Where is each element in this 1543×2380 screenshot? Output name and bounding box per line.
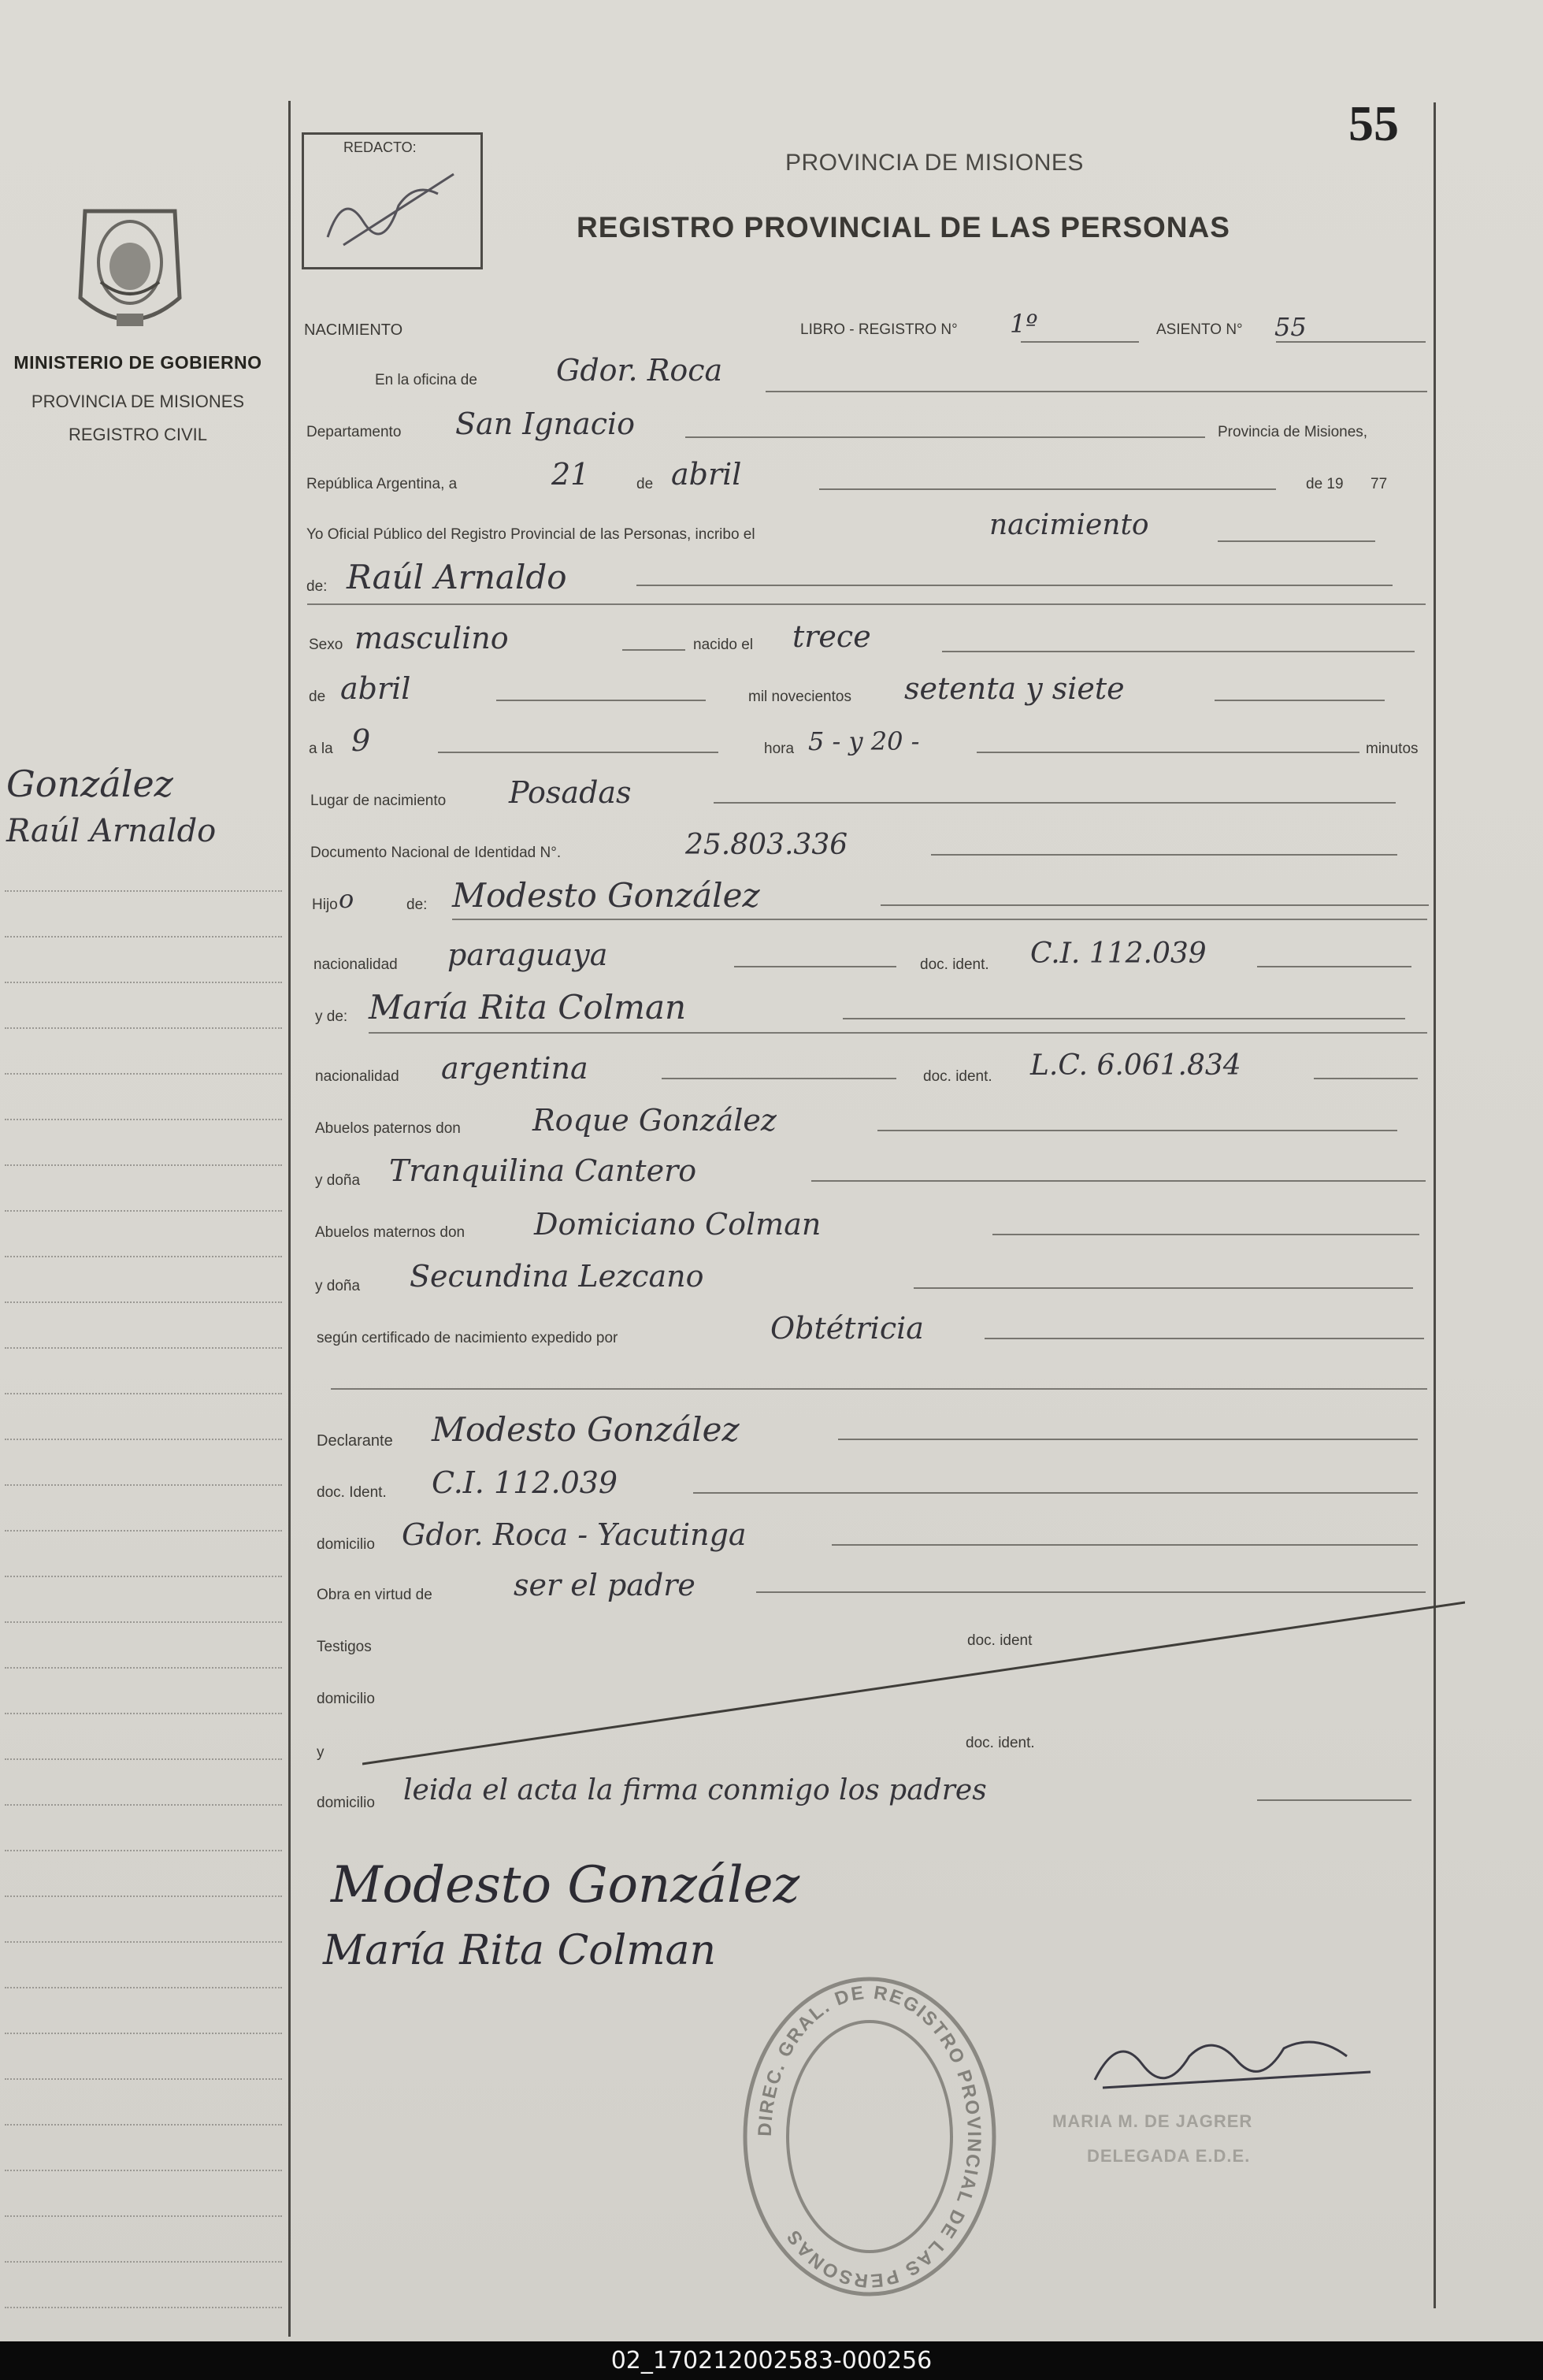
mil-value: setenta y siete	[904, 671, 1125, 706]
docdecl-label: doc. Ident.	[317, 1484, 387, 1501]
left-province-label: PROVINCIA DE MISIONES	[31, 392, 245, 411]
doc2-label: doc. ident.	[923, 1068, 992, 1085]
margin-rule	[5, 1576, 282, 1577]
de2-label: de:	[306, 578, 328, 595]
month-value: abril	[671, 457, 742, 492]
hora-num-fill	[438, 752, 718, 753]
civil-registry-label: REGISTRO CIVIL	[68, 425, 208, 444]
registry-stamp	[736, 1971, 1003, 2302]
margin-rule	[5, 1119, 282, 1120]
stamp-text: DIREC. GRAL. DE REGISTRO PROVINCIAL DE LAS PERSONAS	[754, 1981, 985, 2292]
nacido-month: abril	[340, 671, 411, 706]
obra-label: Obra en virtud de	[317, 1587, 432, 1603]
nac1-fill	[734, 966, 896, 967]
obra-fill	[756, 1591, 1426, 1593]
hora-num: 9	[351, 723, 371, 758]
margin-rule	[5, 1484, 282, 1486]
domicilio1-value: Gdor. Roca - Yacutinga	[402, 1517, 747, 1552]
ala-label: a la	[309, 741, 333, 757]
margin-surname: González	[6, 763, 173, 805]
abp-fill	[877, 1130, 1397, 1131]
de3-label: de	[309, 689, 326, 705]
republica-label: República Argentina, a	[306, 476, 458, 492]
madre-value: María Rita Colman	[369, 988, 687, 1027]
abm-label: Abuelos maternos don	[315, 1224, 465, 1241]
ydona2-fill	[914, 1287, 1413, 1289]
margin-rule	[5, 2261, 282, 2263]
asiento-label: ASIENTO N°	[1156, 321, 1243, 338]
domicilio3-fill	[1257, 1799, 1411, 1801]
nacido-label: nacido el	[693, 637, 754, 653]
official-signature	[1087, 2017, 1386, 2103]
date-fill	[819, 488, 1276, 490]
footer-id: 02_170212002583-000256	[0, 2341, 1543, 2380]
margin-rule	[5, 1027, 282, 1029]
official-stamp-line2: DELEGADA E.D.E.	[1087, 2146, 1251, 2166]
doc2-fill	[1314, 1078, 1418, 1079]
page-number: 55	[1348, 95, 1399, 151]
doc1-label: doc. ident.	[920, 956, 989, 973]
signature-father: Modesto González	[331, 1856, 800, 1914]
segun-label: según certificado de nacimiento expedido por	[317, 1330, 618, 1346]
minutos-fill	[977, 752, 1359, 753]
official-stamp-line1: MARIA M. DE JAGRER	[1052, 2111, 1253, 2131]
dni-value: 25.803.336	[685, 829, 848, 861]
year-value: 77	[1371, 476, 1388, 492]
margin-rule	[5, 1758, 282, 1760]
margin-rule	[5, 1073, 282, 1075]
mil-label: mil novecientos	[748, 689, 851, 705]
domicilio3-value: leida el acta la firma conmigo los padres	[403, 1774, 987, 1806]
margin-rule	[5, 1393, 282, 1394]
margin-rule	[5, 1530, 282, 1532]
margin-rule	[5, 2215, 282, 2217]
doc1-fill	[1257, 966, 1411, 967]
abp-label: Abuelos paternos don	[315, 1120, 461, 1137]
margin-rule	[5, 890, 282, 892]
departamento-fill	[685, 436, 1205, 438]
coat-of-arms-icon	[69, 203, 191, 337]
doc2-value: L.C. 6.061.834	[1030, 1049, 1241, 1082]
dni-fill	[931, 854, 1397, 856]
nacido-value: trece	[792, 619, 871, 654]
nacido-fill	[942, 651, 1415, 652]
section-rule-1	[307, 603, 1426, 605]
abp-value: Roque González	[532, 1103, 777, 1138]
dni-label: Documento Nacional de Identidad N°.	[310, 845, 562, 861]
libro-value: 1º	[1010, 309, 1038, 339]
margin-rule	[5, 936, 282, 938]
oficina-fill	[766, 391, 1427, 392]
strike-line	[362, 1595, 1465, 1776]
obra-value: ser el padre	[514, 1568, 695, 1602]
ministry-label: MINISTERIO DE GOBIERNO	[13, 352, 262, 373]
domicilio1-label: domicilio	[317, 1536, 375, 1553]
padre-underline	[452, 919, 1427, 920]
declarante-fill	[838, 1439, 1418, 1440]
doc3-label: doc. ident	[967, 1632, 1033, 1649]
libro-label: LIBRO - REGISTRO N°	[800, 321, 958, 338]
day-value: 21	[551, 457, 590, 492]
sexo-fill	[622, 649, 685, 651]
month-fill	[496, 700, 706, 701]
madre-underline	[369, 1032, 1427, 1034]
nac2-label: nacionalidad	[315, 1068, 399, 1085]
oficina-label: En la oficina de	[375, 372, 477, 388]
hijo-de-label: de:	[406, 897, 428, 913]
lugar-value: Posadas	[509, 775, 632, 810]
ydona2-value: Secundina Lezcano	[410, 1259, 704, 1294]
ydona2-label: y doña	[315, 1278, 361, 1294]
margin-rule	[5, 1301, 282, 1303]
section-rule-2	[331, 1388, 1427, 1390]
margin-rule	[5, 1667, 282, 1669]
departamento-label: Departamento	[306, 424, 402, 440]
margin-rule	[5, 2307, 282, 2308]
margin-rule	[5, 2170, 282, 2171]
nombre-fill	[636, 585, 1393, 586]
nac1-label: nacionalidad	[313, 956, 398, 973]
year-label: de 19	[1306, 476, 1344, 492]
padre-fill	[881, 904, 1429, 906]
domicilio1-fill	[832, 1544, 1418, 1546]
margin-rule	[5, 1850, 282, 1851]
acto-value: nacimiento	[989, 509, 1149, 541]
acto-fill	[1218, 540, 1375, 542]
oficial-label: Yo Oficial Público del Registro Provincial de las Personas, incribo el	[306, 526, 755, 543]
margin-rule	[5, 1941, 282, 1943]
declarante-label: Declarante	[317, 1432, 393, 1450]
margin-rule	[5, 982, 282, 983]
docdecl-value: C.I. 112.039	[432, 1465, 618, 1500]
testigos-label: Testigos	[317, 1639, 372, 1655]
ydona1-fill	[811, 1180, 1426, 1182]
margin-rule	[5, 2124, 282, 2126]
hijo-label: Hijo	[312, 897, 338, 913]
ydona1-label: y doña	[315, 1172, 361, 1189]
redacto-signature	[320, 158, 462, 253]
left-border	[288, 101, 291, 2337]
margin-rule	[5, 1210, 282, 1212]
declarante-value: Modesto González	[432, 1410, 740, 1449]
margin-rule	[5, 1804, 282, 1806]
nac2-fill	[662, 1078, 896, 1079]
domicilio2-label: domicilio	[317, 1691, 375, 1707]
sexo-label: Sexo	[309, 637, 343, 653]
nac1-value: paraguaya	[447, 938, 608, 972]
redacto-label: REDACTO:	[343, 139, 417, 155]
yde-label: y de:	[315, 1008, 348, 1025]
provincia-label: Provincia de Misiones,	[1218, 424, 1368, 440]
docdecl-fill	[693, 1492, 1418, 1494]
segun-value: Obtétricia	[770, 1311, 924, 1346]
nacimiento-label: NACIMIENTO	[304, 321, 403, 339]
lugar-fill	[714, 802, 1396, 804]
segun-fill	[985, 1338, 1424, 1339]
nac2-value: argentina	[441, 1051, 588, 1086]
redacto-box	[302, 132, 483, 269]
margin-rule	[5, 1256, 282, 1257]
asiento-value: 55	[1274, 312, 1307, 342]
margin-rule	[5, 1987, 282, 1988]
margin-rule	[5, 1439, 282, 1440]
y-label: y	[317, 1744, 325, 1761]
hora-value: 5 - y 20 -	[808, 726, 920, 756]
libro-fill	[1021, 341, 1139, 343]
lugar-label: Lugar de nacimiento	[310, 793, 447, 809]
ydona1-value: Tranquilina Cantero	[389, 1153, 697, 1188]
margin-rule	[5, 1895, 282, 1897]
abm-fill	[992, 1234, 1419, 1235]
oficina-value: Gdor. Roca	[556, 353, 723, 388]
margin-rule	[5, 1621, 282, 1623]
margin-rule	[5, 1347, 282, 1349]
margin-rule	[5, 1164, 282, 1166]
signature-mother: María Rita Colman	[323, 1927, 717, 1974]
asiento-fill	[1276, 341, 1426, 343]
minutos-label: minutos	[1366, 741, 1419, 757]
hijo-o: o	[339, 884, 354, 914]
departamento-value: San Ignacio	[455, 407, 636, 441]
margin-rule	[5, 2078, 282, 2080]
madre-fill	[843, 1018, 1405, 1019]
padre-value: Modesto González	[452, 876, 760, 915]
right-border	[1434, 102, 1436, 2308]
domicilio3-label: domicilio	[317, 1795, 375, 1811]
margin-rule	[5, 2033, 282, 2034]
margin-rule	[5, 1713, 282, 1714]
doc1-value: C.I. 112.039	[1030, 938, 1207, 970]
de-label: de	[636, 476, 654, 492]
registry-title: REGISTRO PROVINCIAL DE LAS PERSONAS	[577, 211, 1230, 243]
hora-label: hora	[764, 741, 795, 757]
sexo-value: masculino	[354, 621, 509, 655]
nombre-value: Raúl Arnaldo	[347, 558, 567, 596]
abm-value: Domiciano Colman	[534, 1207, 822, 1242]
province-title: PROVINCIA DE MISIONES	[785, 150, 1084, 176]
margin-given-names: Raúl Arnaldo	[6, 813, 217, 849]
mil-fill	[1215, 700, 1385, 701]
doc4-label: doc. ident.	[966, 1735, 1035, 1751]
